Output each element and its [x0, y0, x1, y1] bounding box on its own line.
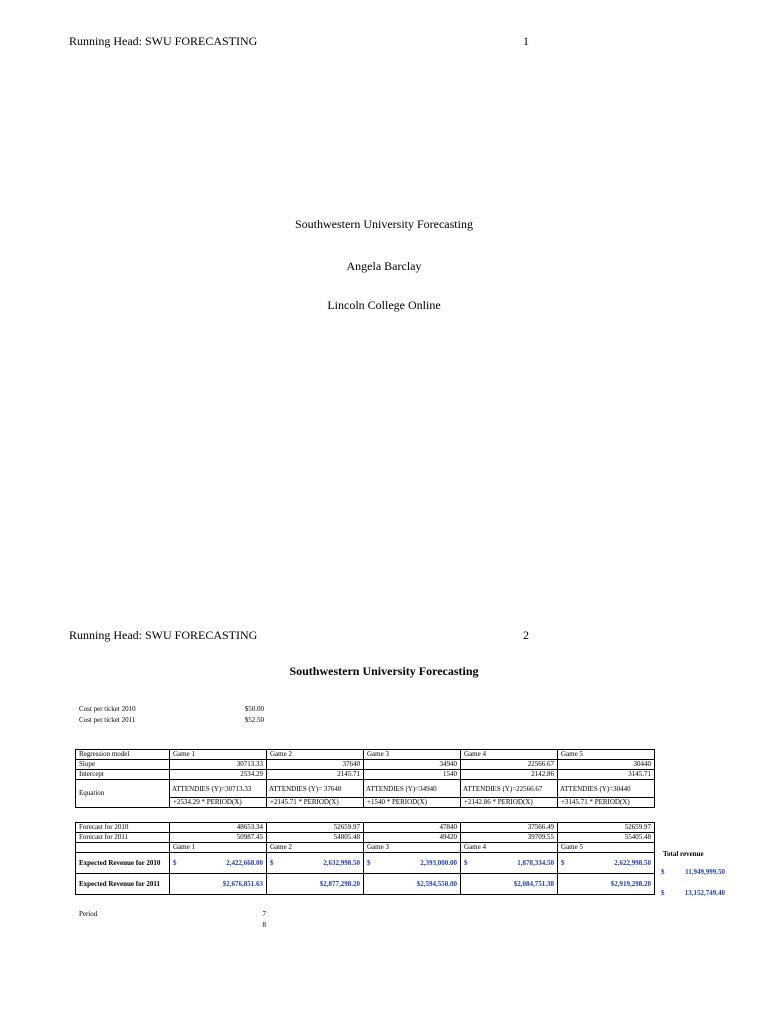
table-row	[76, 833, 655, 843]
table-cell: Game 3	[364, 750, 461, 760]
total-revenue-2011	[661, 889, 725, 899]
page-number: 1	[523, 34, 529, 48]
table-cell: 2534.29	[170, 770, 267, 780]
table-cell: 47840	[364, 823, 461, 833]
table-cell: 1540	[364, 770, 461, 780]
table-cell: 48653.34	[170, 823, 267, 833]
running-head: Running Head: SWU FORECASTING	[69, 34, 258, 48]
total-revenue-header: Total revenue	[663, 850, 704, 858]
table-cell: 52659.97	[267, 823, 364, 833]
running-head: Running Head: SWU FORECASTING	[69, 628, 258, 642]
table-row	[76, 853, 655, 874]
table-cell: Game 2	[267, 843, 364, 853]
page1-header	[69, 34, 529, 50]
cost-per-ticket-2011	[79, 716, 264, 726]
table-cell: ATTENDIES (Y)=30440	[558, 780, 655, 798]
table-cell: 34940	[364, 760, 461, 770]
table-cell: 54805.48	[267, 833, 364, 843]
table-cell: Game 3	[364, 843, 461, 853]
table-cell	[76, 843, 170, 853]
table-cell: Forecast for 2010	[76, 823, 170, 833]
period-label: Period	[79, 910, 98, 918]
table-cell	[461, 853, 558, 874]
table-cell: $2,877,298.20	[267, 874, 364, 895]
table-cell: $2,084,751.38	[461, 874, 558, 895]
table-cell: 39709.55	[461, 833, 558, 843]
table-cell: Game 4	[461, 843, 558, 853]
table-cell: Expected Revenue for 2011	[76, 874, 170, 895]
table-cell: 52659.97	[558, 823, 655, 833]
table-cell: +2142.86 * PERIOD(X)	[461, 798, 558, 808]
currency-symbol: $	[561, 858, 565, 867]
table-cell: 3145.71	[558, 770, 655, 780]
table-cell: ATTENDIES (Y)=30713.33	[170, 780, 267, 798]
revenue-value: 2,422,668.00	[226, 858, 263, 867]
table-cell: Game 1	[170, 750, 267, 760]
regression-table	[75, 749, 655, 808]
cost-value: $50.00	[244, 705, 264, 713]
currency-symbol: $	[173, 858, 177, 867]
table-cell	[558, 853, 655, 874]
revenue-value: 2,632,998.50	[323, 858, 360, 867]
author-name: Angela Barclay	[346, 259, 422, 273]
table-cell: 22566.67	[461, 760, 558, 770]
revenue-value: 2,393,000.00	[420, 858, 457, 867]
table-cell: Equation	[76, 780, 170, 808]
table-cell	[170, 853, 267, 874]
table-cell: +3145.71 * PERIOD(X)	[558, 798, 655, 808]
table-cell: Expected Revenue for 2010	[76, 853, 170, 874]
revenue-value: 1,878,334.50	[517, 858, 554, 867]
table-row	[76, 770, 655, 780]
table-cell: Intercept	[76, 770, 170, 780]
period-row	[79, 921, 266, 931]
table-cell: Game 1	[170, 843, 267, 853]
table-cell: Game 4	[461, 750, 558, 760]
table-cell: +2534.29 * PERIOD(X)	[170, 798, 267, 808]
table-cell: +1540 * PERIOD(X)	[364, 798, 461, 808]
period-row	[79, 910, 266, 920]
page2-header	[69, 628, 529, 644]
table-cell: Regression model	[76, 750, 170, 760]
table-cell: 30713.33	[170, 760, 267, 770]
table-cell: +2145.71 * PERIOD(X)	[267, 798, 364, 808]
table-cell: Forecast for 2011	[76, 833, 170, 843]
total-value: 11,949,999.50	[685, 868, 725, 876]
table-row	[76, 750, 655, 760]
table-cell: Game 5	[558, 750, 655, 760]
cost-value: $52.50	[244, 716, 264, 724]
table-row	[76, 760, 655, 770]
table-cell: ATTENDIES (Y)=22566.67	[461, 780, 558, 798]
title-page-title: Southwestern University Forecasting	[295, 217, 473, 231]
cost-label: Cost per ticket 2010	[79, 705, 136, 713]
forecast-table	[75, 822, 655, 895]
total-revenue-2010	[661, 868, 725, 878]
table-cell: 30440	[558, 760, 655, 770]
table-cell: $2,594,550.00	[364, 874, 461, 895]
table-row	[76, 874, 655, 895]
table-cell: Game 5	[558, 843, 655, 853]
table-cell: 55405.48	[558, 833, 655, 843]
table-cell: 37640	[267, 760, 364, 770]
currency-symbol: $	[270, 858, 274, 867]
period-value: 8	[262, 921, 266, 929]
currency-symbol: $	[661, 868, 665, 876]
table-cell: ATTENDIES (Y)=34940	[364, 780, 461, 798]
institution-name: Lincoln College Online	[327, 298, 441, 312]
currency-symbol: $	[367, 858, 371, 867]
page-number: 2	[523, 628, 529, 642]
total-value: 13,152,749.40	[684, 889, 725, 897]
table-cell: 49420	[364, 833, 461, 843]
currency-symbol: $	[464, 858, 468, 867]
table-cell: $2,676,851.63	[170, 874, 267, 895]
currency-symbol: $	[661, 889, 665, 897]
table-row	[76, 780, 655, 798]
table-cell: $2,919,298.20	[558, 874, 655, 895]
table-cell	[364, 853, 461, 874]
table-row	[76, 823, 655, 833]
table-cell: Slope	[76, 760, 170, 770]
table-row	[76, 843, 655, 853]
period-value: 7	[262, 910, 266, 918]
table-cell: 50987.45	[170, 833, 267, 843]
cost-label: Cost per ticket 2011	[79, 716, 136, 724]
table-cell: 37566.49	[461, 823, 558, 833]
table-cell: ATTENDIES (Y)= 37640	[267, 780, 364, 798]
table-cell: 2145.71	[267, 770, 364, 780]
table-cell	[267, 853, 364, 874]
table-cell: 2142.86	[461, 770, 558, 780]
table-cell: Game 2	[267, 750, 364, 760]
cost-per-ticket-2010	[79, 705, 264, 715]
revenue-value: 2,622,998.50	[614, 858, 651, 867]
document-title: Southwestern University Forecasting	[289, 664, 479, 678]
